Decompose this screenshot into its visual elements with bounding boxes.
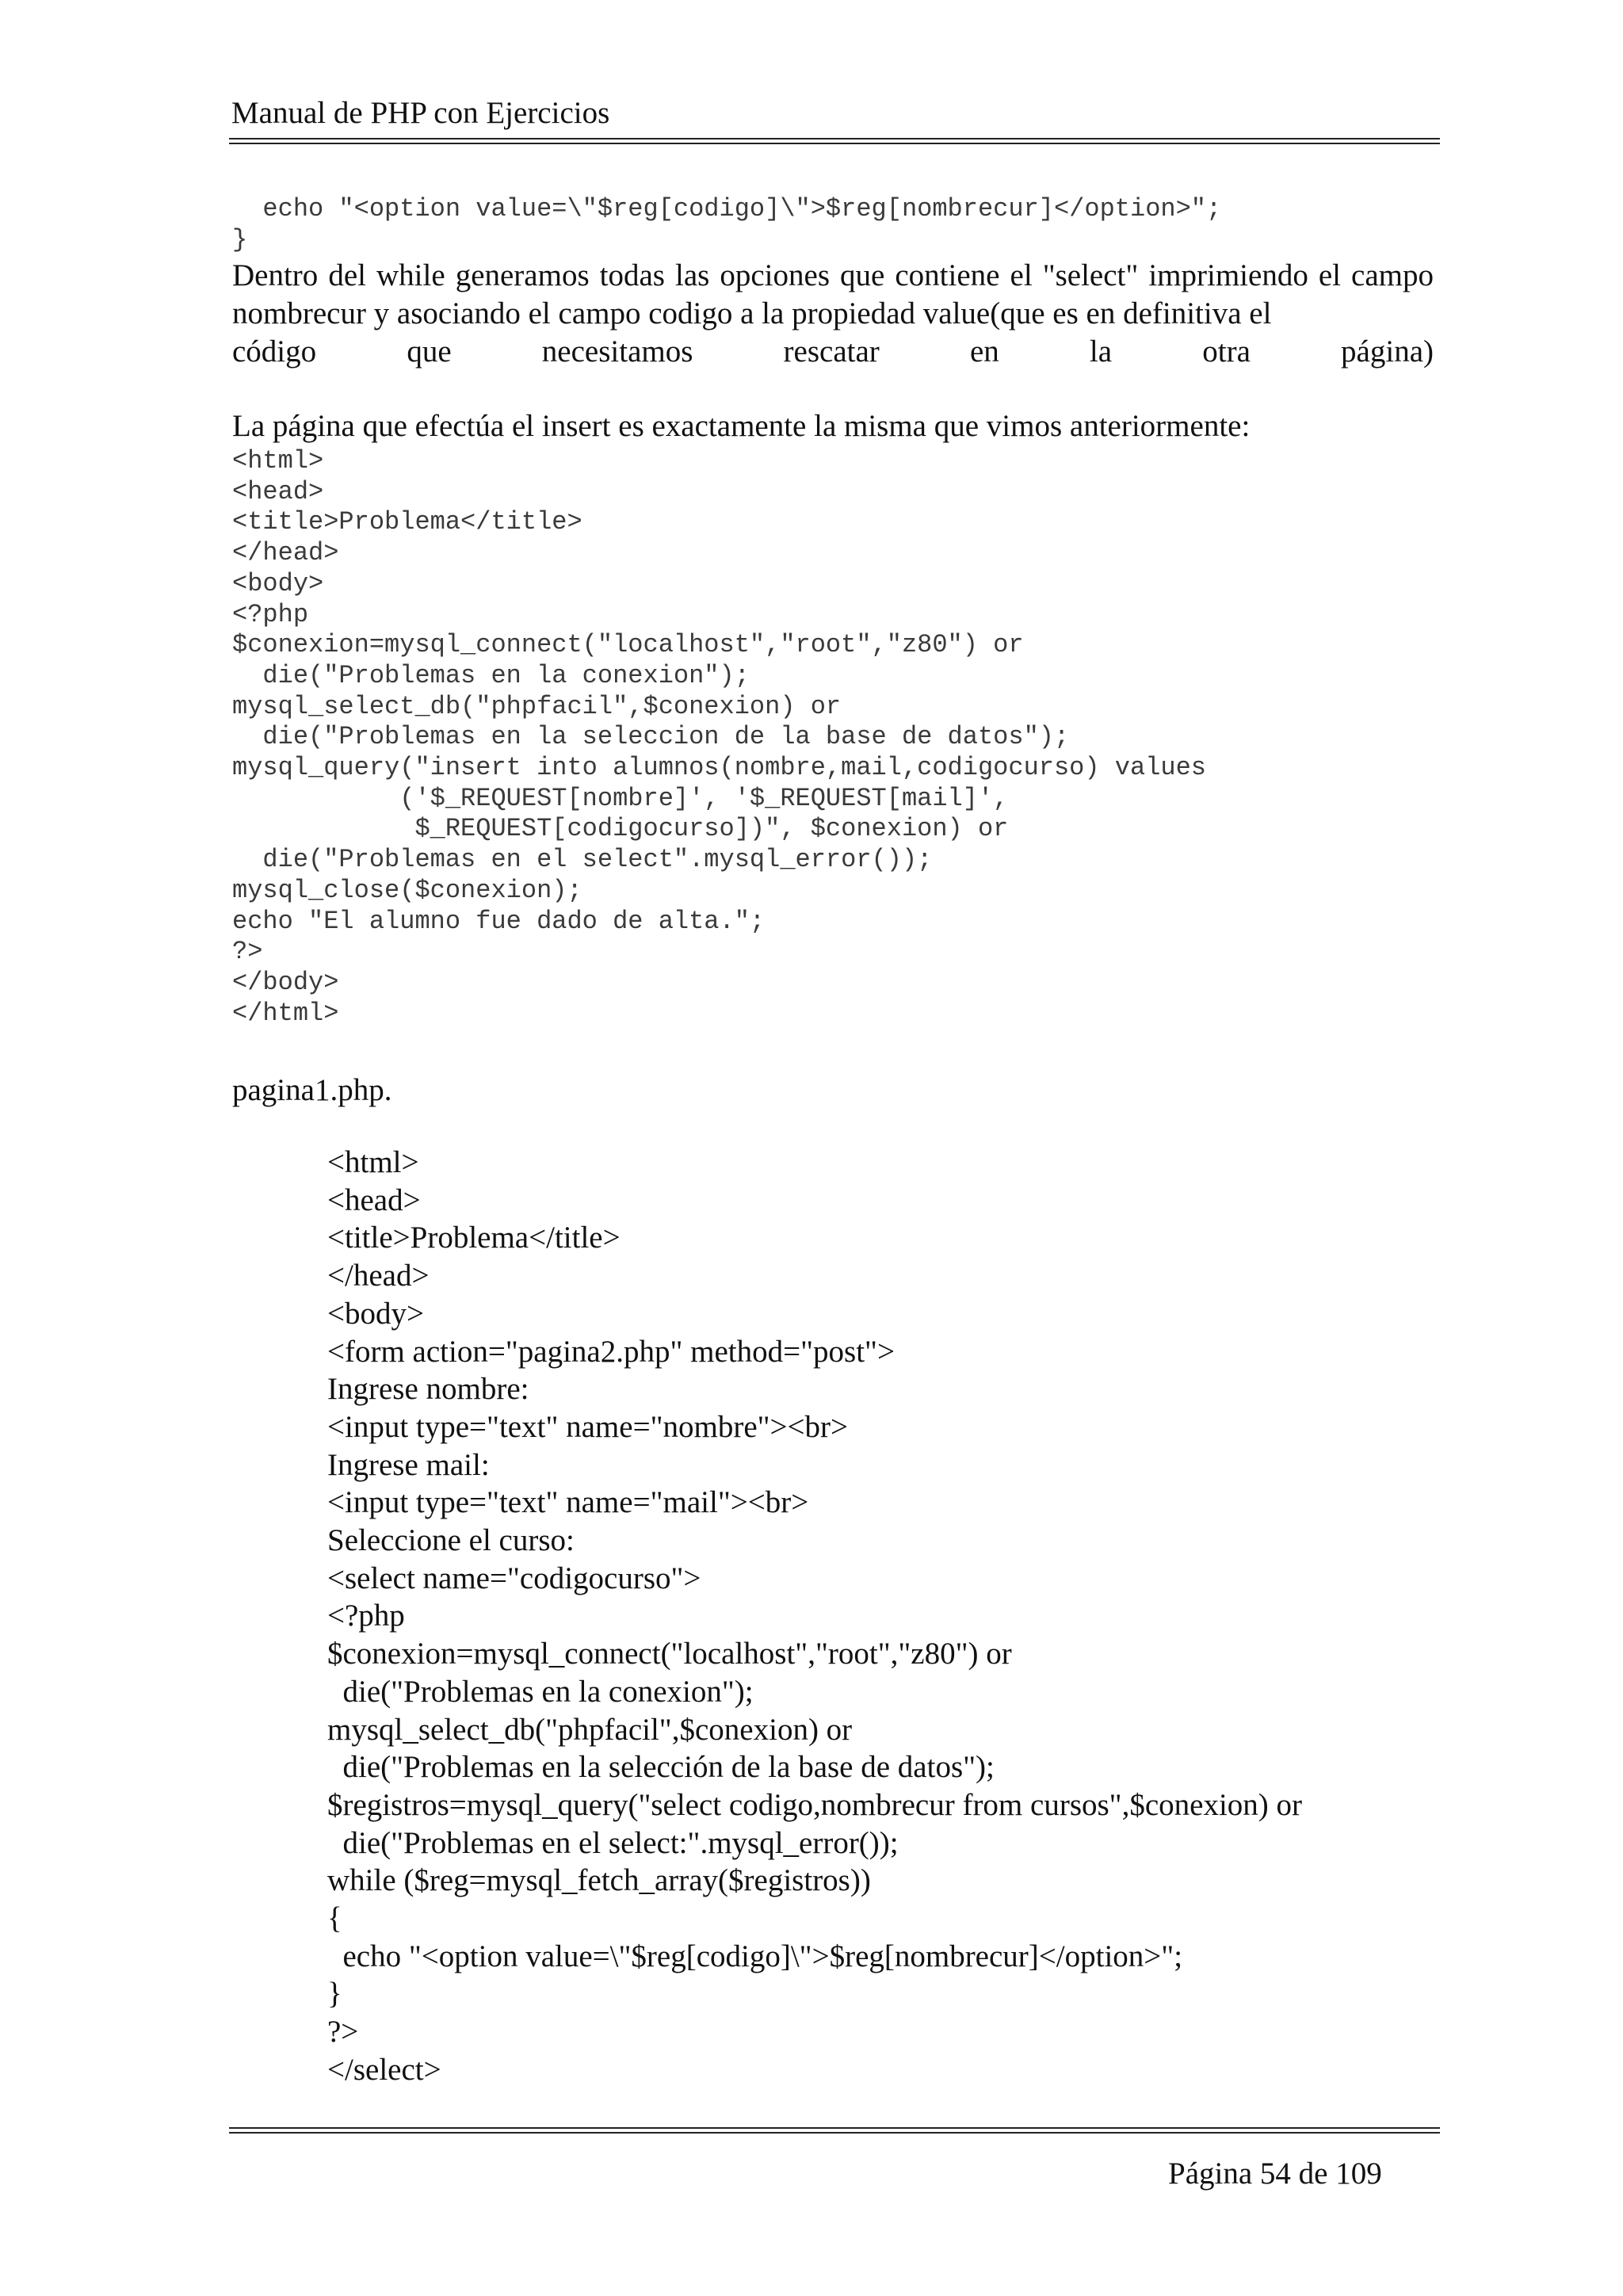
code-block-insert: <html> <head> <title>Problema</title> </head> <body> <?php $conexion=mysql_connect("localhost","root","z80") or die("Problemas en la conexion"); mysql_select_db("phpfacil",$conexion) or die("Problemas en la seleccion de la base de datos"); mysql_query("insert into alumnos(nombre,mail,codigocurso) values ('$_REQUEST[nombre]', '$_REQUEST[mail]', $_REQUEST[codigocurso])", $conexion) or die("Problemas en el select".mysql_error()); mysql_close($conexion); echo "El alumno fue dado de alta."; ?> </body> </html> xyxy=(232,446,1206,1028)
code-block-pagina1: <html> <head> <title>Problema</title> </head> <body> <form action="pagina2.php" method="post"> Ingrese nombre: <input type="text" name="nombre"><br> Ingrese mail: <input type="text" name="mail"><br> Seleccione el curso: <select name="codigocurso"> <?php $conexion=mysql_connect("localhost","root","z80") or die("Problemas en la conexion"); mysql_select_db("phpfacil",$conexion) or die("Problemas en la selección de la base de datos"); $registros=mysql_query("select codigo,nombrecur from cursos",$conexion) or die("Problemas en el select:".mysql_error()); while ($reg=mysql_fetch_array($registros)) { echo "<option value=\"$reg[codigo]\">$reg[nombrecur]</option>"; } ?> </select> xyxy=(327,1145,1303,2087)
header-rule-bottom xyxy=(229,143,1440,144)
page-number: Página 54 de 109 xyxy=(1168,2157,1382,2191)
page-header-title: Manual de PHP con Ejercicios xyxy=(231,96,610,130)
footer-rule-bottom xyxy=(229,2132,1440,2134)
header-rule-top xyxy=(229,138,1440,139)
code-snippet-top: echo "<option value=\"$reg[codigo]\">$reg[nombrecur]</option>"; } xyxy=(232,194,1222,254)
paragraph-last-line: código que necesitamos rescatar en la otra página) xyxy=(232,334,1434,369)
footer-rule-top xyxy=(229,2127,1440,2129)
section-heading-pagina1: pagina1.php. xyxy=(232,1073,392,1107)
paragraph-while-explanation xyxy=(232,257,1434,371)
paragraph-insert-page: La página que efectúa el insert es exactamente la misma que vimos anteriormente: xyxy=(232,409,1251,443)
paragraph-body: Dentro del while generamos todas las opciones que contiene el "select" imprimiendo el campo nombrecur y asociando el campo codigo a la propiedad value(que es en definitiva el xyxy=(232,258,1434,330)
